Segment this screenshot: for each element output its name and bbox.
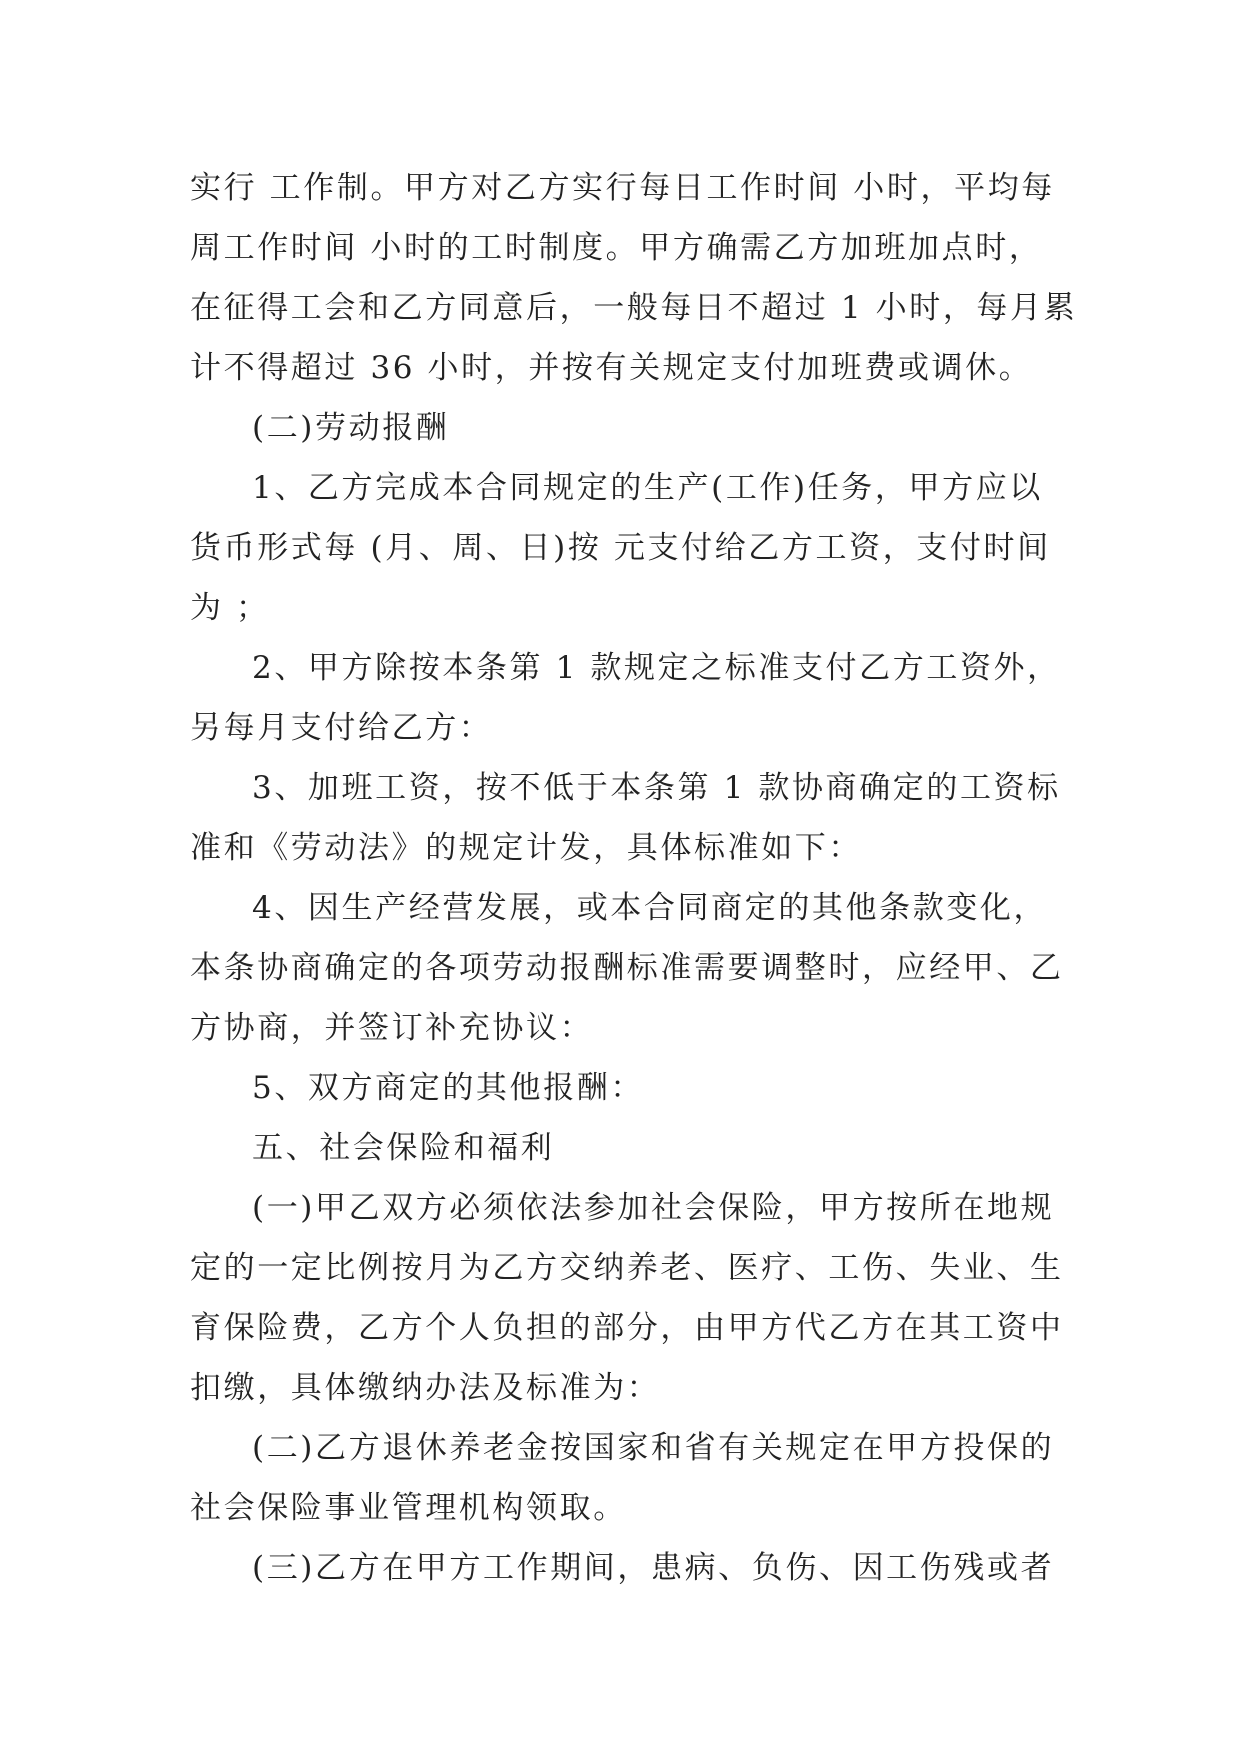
text-line: 周工作时间 小时的工时制度。甲方确需乙方加班加点时， — [190, 230, 1043, 266]
text-line: 5、双方商定的其他报酬： — [252, 1070, 644, 1106]
text-line: 社会保险事业管理机构领取。 — [190, 1490, 627, 1526]
text-line: 扣缴，具体缴纳办法及标准为： — [190, 1370, 661, 1406]
text-line: 在征得工会和乙方同意后，一般每日不超过 1 小时，每月累 — [190, 290, 1078, 326]
text-line: 本条协商确定的各项劳动报酬标准需要调整时，应经甲、乙 — [190, 950, 1064, 986]
text-line: 另每月支付给乙方： — [190, 710, 493, 746]
text-line: 3、加班工资，按不低于本条第 1 款协商确定的工资标 — [252, 770, 1061, 806]
text-line: (一)甲乙双方必须依法参加社会保险，甲方按所在地规 — [252, 1190, 1055, 1226]
text-line: 育保险费，乙方个人负担的部分，由甲方代乙方在其工资中 — [190, 1310, 1064, 1346]
text-line: (三)乙方在甲方工作期间，患病、负伤、因工伤残或者 — [252, 1550, 1055, 1586]
text-line: 定的一定比例按月为乙方交纳养老、医疗、工伤、失业、生 — [190, 1250, 1064, 1286]
text-line: 准和《劳动法》的规定计发，具体标准如下： — [190, 830, 862, 866]
text-line: 为 ； — [190, 590, 270, 626]
text-line: 计不得超过 36 小时，并按有关规定支付加班费或调休。 — [190, 350, 1033, 386]
section-heading: (二)劳动报酬 — [252, 410, 450, 446]
text-line: 货币形式每 (月、周、日)按 元支付给乙方工资，支付时间 — [190, 530, 1051, 566]
text-line: 实行 工作制。甲方对乙方实行每日工作时间 小时，平均每 — [190, 170, 1055, 206]
text-line: 1、乙方完成本合同规定的生产(工作)任务，甲方应以 — [252, 470, 1043, 506]
text-line: 方协商，并签订补充协议： — [190, 1010, 594, 1046]
text-line: 2、甲方除按本条第 1 款规定之标准支付乙方工资外， — [252, 650, 1061, 686]
document-body — [190, 158, 1078, 1598]
text-line: 4、因生产经营发展，或本合同商定的其他条款变化， — [252, 890, 1048, 926]
text-line: (二)乙方退休养老金按国家和省有关规定在甲方投保的 — [252, 1430, 1055, 1466]
section-heading: 五、社会保险和福利 — [252, 1130, 555, 1166]
